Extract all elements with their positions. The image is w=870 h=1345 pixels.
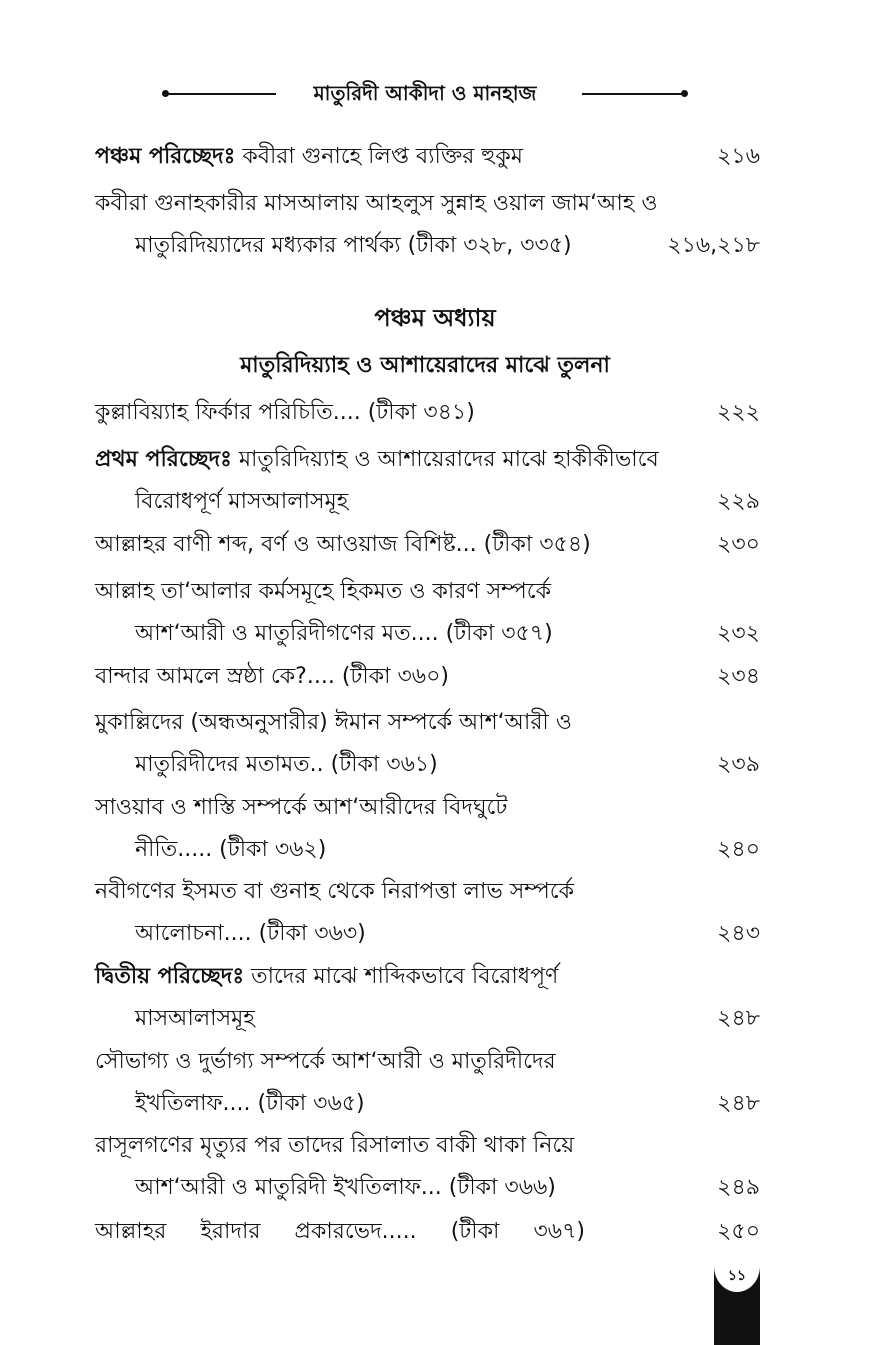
toc-entry: [95, 656, 760, 698]
entry-line: সাওয়াব ও শাস্তি সম্পর্কে আশ‘আরীদের বিদঘুটে: [95, 795, 508, 820]
entry-page-number: ২১৬,২১৮: [667, 233, 760, 258]
entry-line: আল্লাহ তা‘আলার কর্মসমূহে হিকমত ও কারণ সম্পর্কে: [95, 579, 551, 604]
entry-text: তাদের মাঝে শাব্দিকভাবে বিরোধপূর্ণ: [244, 964, 559, 989]
entry-word: (টীকা: [450, 1219, 500, 1244]
toc-entry: [95, 524, 760, 566]
entry-page-number: ২৫০: [717, 1219, 760, 1244]
toc-entry: [95, 1041, 760, 1125]
entry-line: কুল্লাবিয়্যাহ ফির্কার পরিচিতি.... (টীকা ৩৪১): [95, 400, 475, 425]
entry-line-continuation: মাসআলাসমূহ: [135, 1006, 255, 1031]
entry-line-continuation: নীতি..... (টীকা ৩৬২): [135, 837, 327, 862]
entry-line-continuation: ইখতিলাফ.... (টীকা ৩৬৫): [135, 1091, 365, 1116]
entry-label: পঞ্চম পরিচ্ছেদঃ: [95, 144, 236, 169]
toc-entry: [95, 439, 760, 523]
header-right-rule: [582, 93, 682, 95]
entry-word: ৩৬৭): [533, 1219, 585, 1244]
folio-tab: [714, 1262, 760, 1345]
toc-entry: [95, 392, 760, 434]
running-header: [160, 76, 690, 110]
running-header-title: মাতুরিদী আকীদা ও মানহাজ: [313, 81, 537, 105]
toc-entry: [95, 1125, 760, 1209]
entry-text: মাতুরিদিয়্যাহ ও আশায়েরাদের মাঝে হাকীকীভাবে: [231, 447, 659, 472]
entry-page-number: ২৪৮: [717, 1006, 760, 1031]
entry-page-number: ২৪০: [717, 837, 760, 862]
toc-entry: [95, 183, 760, 267]
entry-line-continuation: বিরোধপূর্ণ মাসআলাসমূহ: [135, 489, 349, 514]
toc-entry: [95, 571, 760, 655]
chapter-title: পঞ্চম অধ্যায়: [374, 304, 496, 332]
entry-page-number: ২৪৮: [717, 1091, 760, 1116]
entry-text: কবীরা গুনাহে লিপ্ত ব্যক্তির হুকুম: [235, 144, 523, 169]
entry-page-number: ২৩৪: [717, 664, 760, 689]
toc-entry: [95, 1211, 760, 1253]
entry-label: প্রথম পরিচ্ছেদঃ: [95, 447, 232, 472]
folio-page-number: ১১: [727, 1268, 747, 1284]
entry-page-number: ২২৯: [717, 489, 760, 514]
entry-page-number: ২৪৯: [717, 1175, 760, 1200]
entry-word: আল্লাহর: [95, 1219, 167, 1244]
entry-line: রাসূলগণের মৃত্যুর পর তাদের রিসালাত বাকী থাকা নিয়ে: [95, 1133, 575, 1158]
entry-page-number: ২৪৩: [717, 921, 760, 946]
toc-entry: [95, 871, 760, 955]
entry-page-number: ২৩০: [717, 532, 760, 557]
entry-line-continuation: আশ‘আরী ও মাতুরিদীগণের মত.... (টীকা ৩৫৭): [135, 621, 553, 646]
chapter-subtitle: মাতুরিদিয়্যাহ ও আশায়েরাদের মাঝে তুলনা: [240, 353, 610, 378]
entry-word: প্রকারভেদ.....: [294, 1219, 417, 1244]
entry-line: সৌভাগ্য ও দুর্ভাগ্য সম্পর্কে আশ‘আরী ও মাতুরিদীদের: [95, 1049, 556, 1074]
entry-page-number: ২১৬: [717, 144, 760, 169]
toc-entry: [95, 702, 760, 786]
toc-entry: [95, 136, 760, 178]
entry-line-continuation: আশ‘আরী ও মাতুরিদী ইখতিলাফ... (টীকা ৩৬৬): [135, 1175, 556, 1200]
entry-line: [95, 136, 760, 178]
header-right-dot: [681, 90, 688, 97]
entry-page-number: ২৩৯: [717, 752, 760, 777]
entry-page-number: ২২২: [717, 400, 760, 425]
entry-line: আল্লাহর বাণী শব্দ, বর্ণ ও আওয়াজ বিশিষ্ট... (টীকা ৩৫৪): [95, 532, 591, 557]
entry-line-continuation: মাতুরিদীদের মতামত.. (টীকা ৩৬১): [135, 752, 438, 777]
entry-line: বান্দার আমলে স্রষ্ঠা কে?.... (টীকা ৩৬০): [95, 664, 449, 689]
entry-line-continuation: মাতুরিদিয়্যাদের মধ্যকার পার্থক্য (টীকা ৩২৮, ৩৩৫): [135, 233, 572, 258]
entry-page-number: ২৩২: [717, 621, 760, 646]
entry-line: নবীগণের ইসমত বা গুনাহ থেকে নিরাপত্তা লাভ সম্পর্কে: [95, 879, 574, 904]
entry-word: ইরাদার: [200, 1219, 261, 1244]
toc-entry: [95, 956, 760, 1040]
entry-line: [95, 956, 760, 998]
entry-line-continuation: আলোচনা.... (টীকা ৩৬৩): [135, 921, 366, 946]
entry-line: মুকাল্লিদের (অন্ধঅনুসারীর) ঈমান সম্পর্কে আশ‘আরী ও: [95, 710, 572, 735]
entry-label: দ্বিতীয় পরিচ্ছেদঃ: [95, 964, 245, 989]
entry-line: কবীরা গুনাহকারীর মাসআলায় আহলুস সুন্নাহ ওয়াল জাম‘আহ ও: [95, 191, 658, 216]
entry-line: [95, 1211, 585, 1253]
entry-line: [95, 439, 760, 481]
toc-entry: [95, 787, 760, 871]
